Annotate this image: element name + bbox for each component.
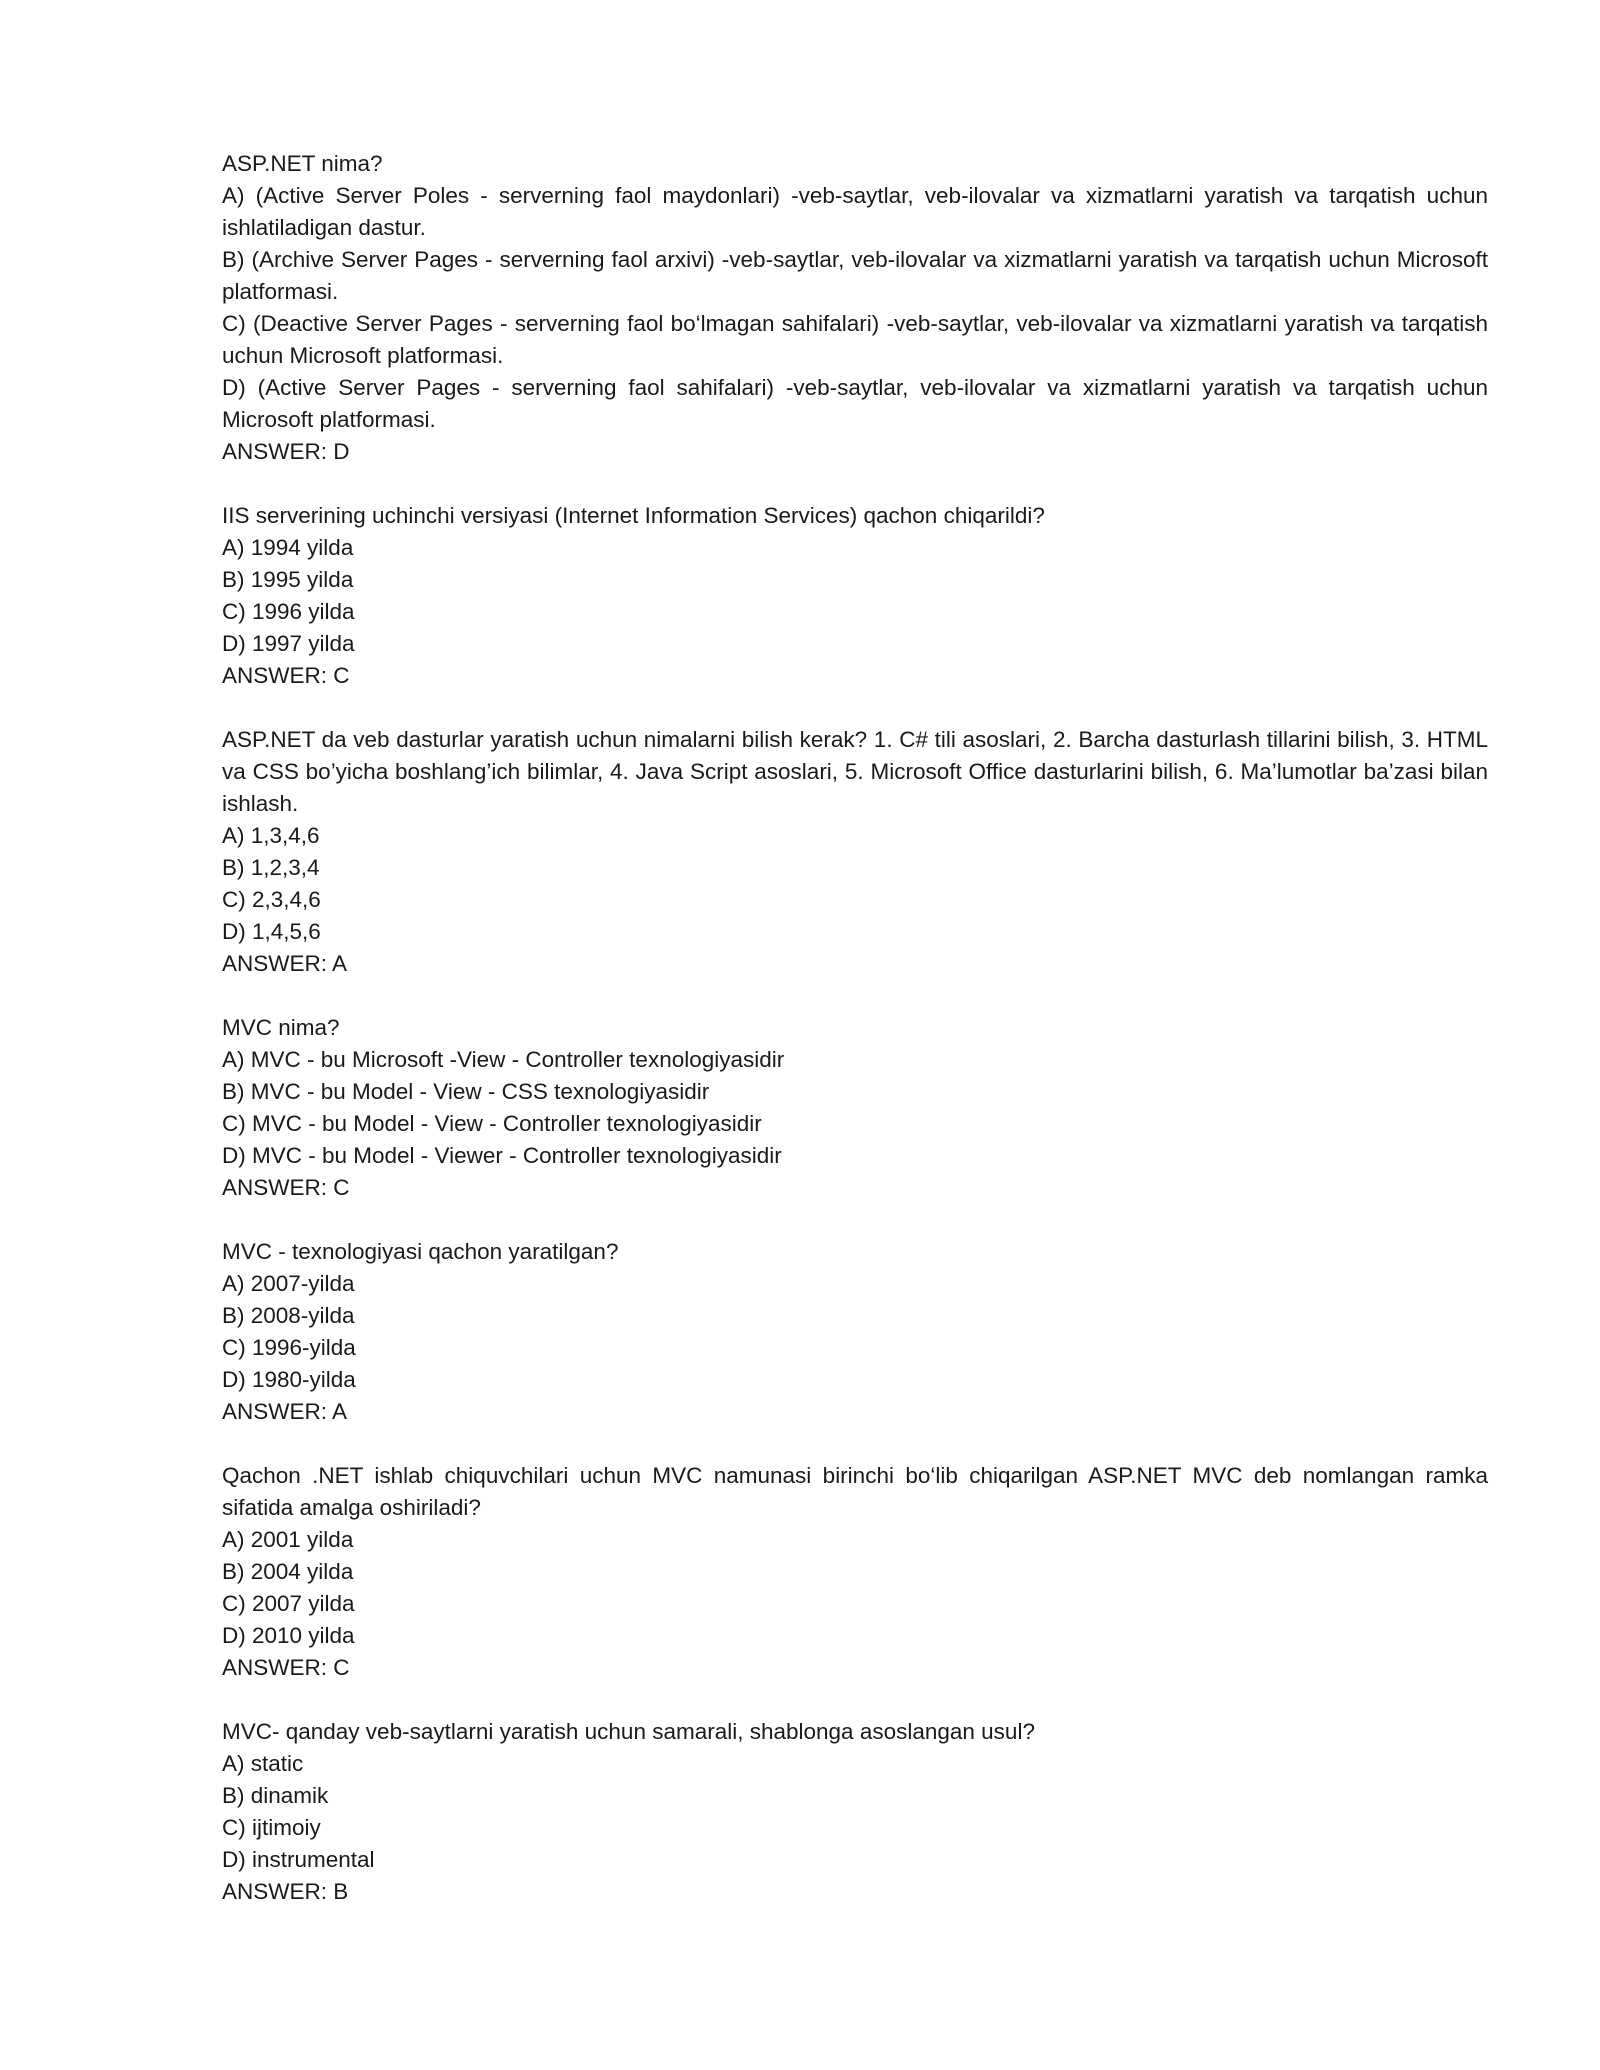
question-text: MVC- qanday veb-saytlarni yaratish uchun samarali, shablonga asoslangan usul? [222, 1719, 1035, 1744]
question-block [222, 1716, 1488, 1908]
question-block [222, 500, 1488, 692]
option-a: A) static [222, 1751, 304, 1776]
question-text: ASP.NET nima? [222, 151, 383, 176]
option-b: B) 1,2,3,4 [222, 855, 320, 880]
option-a: A) (Active Server Poles - serverning faol maydonlari) -veb-saytlar, veb-ilovalar va xizmatlarni yaratish va tarqatish uchun ishlatiladigan dastur. [222, 183, 1488, 240]
option-b: B) 2008-yilda [222, 1303, 355, 1328]
option-c: C) 2007 yilda [222, 1591, 355, 1616]
option-a: A) 2007-yilda [222, 1271, 355, 1296]
option-d: D) instrumental [222, 1847, 375, 1872]
answer-text: ANSWER: C [222, 1655, 350, 1680]
answer-text: ANSWER: C [222, 663, 350, 688]
question-block [222, 1012, 1488, 1204]
option-a: A) 2001 yilda [222, 1527, 354, 1552]
answer-text: ANSWER: D [222, 439, 350, 464]
question-text: Qachon .NET ishlab chiquvchilari uchun MVC namunasi birinchi bo‘lib chiqarilgan ASP.NET MVC deb nomlangan ramka sifatida amalga oshiriladi? [222, 1463, 1488, 1520]
answer-text: ANSWER: A [222, 951, 348, 976]
option-a: A) 1994 yilda [222, 535, 354, 560]
option-b: B) 2004 yilda [222, 1559, 354, 1584]
option-c: C) MVC - bu Model - View - Controller texnologiyasidir [222, 1111, 762, 1136]
option-b: B) dinamik [222, 1783, 329, 1808]
option-c: C) (Deactive Server Pages - serverning faol bo‘lmagan sahifalari) -veb-saytlar, veb-ilovalar va xizmatlarni yaratish va tarqatish uchun Microsoft platformasi. [222, 311, 1488, 368]
option-a: A) MVC - bu Microsoft -View - Controller texnologiyasidir [222, 1047, 785, 1072]
answer-text: ANSWER: A [222, 1399, 348, 1424]
option-d: D) 1,4,5,6 [222, 919, 321, 944]
answer-text: ANSWER: B [222, 1879, 349, 1904]
option-b: B) 1995 yilda [222, 567, 354, 592]
option-c: C) 2,3,4,6 [222, 887, 321, 912]
question-block [222, 148, 1488, 468]
question-block [222, 1236, 1488, 1428]
option-d: D) MVC - bu Model - Viewer - Controller texnologiyasidir [222, 1143, 782, 1168]
question-text: MVC - texnologiyasi qachon yaratilgan? [222, 1239, 619, 1264]
document-page [222, 148, 1488, 1940]
option-d: D) 1980-yilda [222, 1367, 356, 1392]
option-d: D) (Active Server Pages - serverning faol sahifalari) -veb-saytlar, veb-ilovalar va xizmatlarni yaratish va tarqatish uchun Microsoft platformasi. [222, 375, 1488, 432]
option-b: B) (Archive Server Pages - serverning faol arxivi) -veb-saytlar, veb-ilovalar va xizmatlarni yaratish va tarqatish uchun Microsoft platformasi. [222, 247, 1488, 304]
question-block [222, 724, 1488, 980]
option-b: B) MVC - bu Model - View - CSS texnologiyasidir [222, 1079, 710, 1104]
question-text: IIS serverining uchinchi versiyasi (Internet Information Services) qachon chiqarildi? [222, 503, 1045, 528]
option-d: D) 2010 yilda [222, 1623, 355, 1648]
option-a: A) 1,3,4,6 [222, 823, 320, 848]
answer-text: ANSWER: C [222, 1175, 350, 1200]
question-text: ASP.NET da veb dasturlar yaratish uchun nimalarni bilish kerak? 1. C# tili asoslari, 2. Barcha dasturlash tillarini bilish, 3. HTML va CSS bo’yicha boshlang’ich bilimlar, 4. Java Script asoslari, 5. Microsoft Office dasturlarini bilish, 6. Ma’lumotlar ba’zasi bilan ishlash. [222, 727, 1488, 816]
option-d: D) 1997 yilda [222, 631, 355, 656]
option-c: C) 1996 yilda [222, 599, 355, 624]
option-c: C) 1996-yilda [222, 1335, 356, 1360]
option-c: C) ijtimoiy [222, 1815, 321, 1840]
question-block [222, 1460, 1488, 1684]
question-text: MVC nima? [222, 1015, 340, 1040]
